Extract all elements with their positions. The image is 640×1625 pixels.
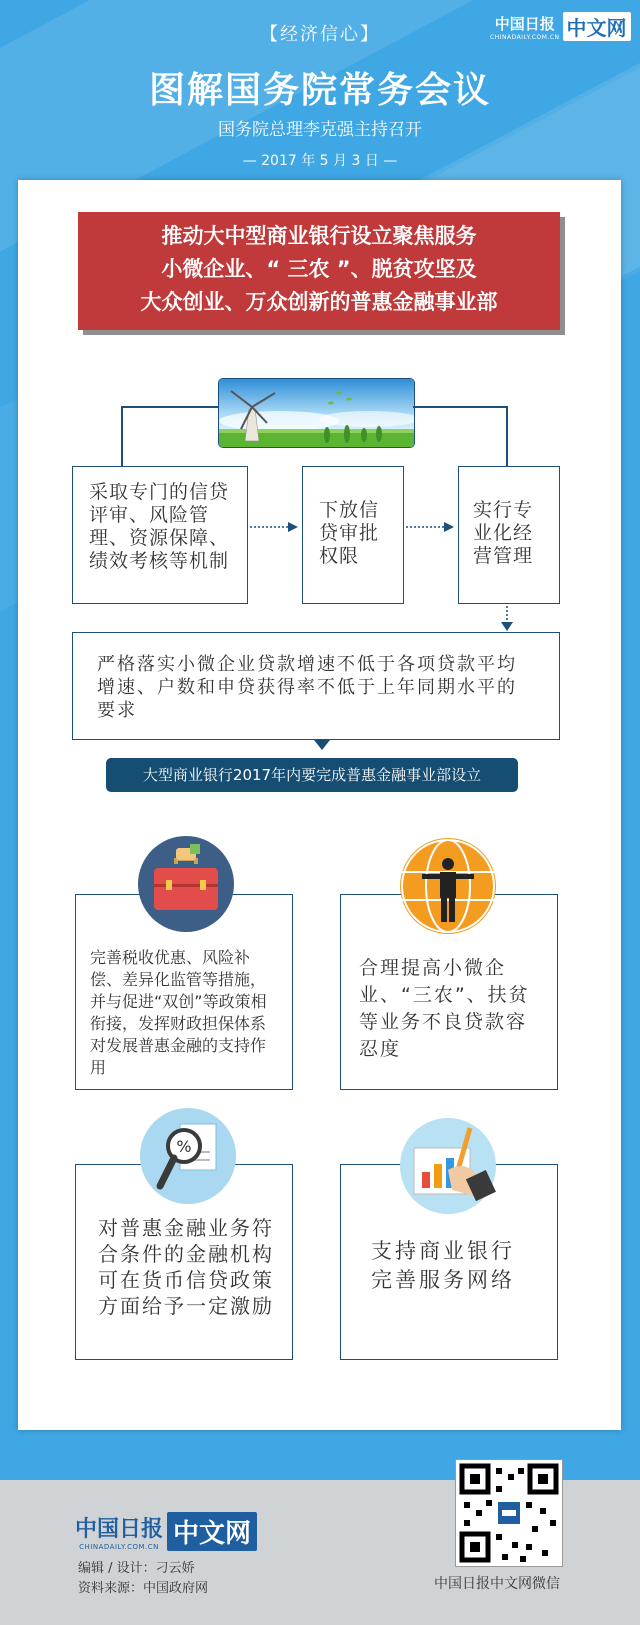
flow-step-text: 采取专门的信贷评审、风险管理、资源保障、绩效考核等机制 xyxy=(89,481,230,572)
banner-line: 大众创业、万众创新的普惠金融事业部 xyxy=(140,290,498,314)
logo-name: 中国日报 xyxy=(494,14,555,33)
page-title: 图解国务院常务会议 xyxy=(148,70,491,111)
magnifier-percent-icon xyxy=(140,1108,236,1204)
logo-name: 中国日报 xyxy=(75,1516,164,1542)
flow-step-2 xyxy=(302,466,404,604)
requirement-box xyxy=(72,632,560,740)
briefcase-icon xyxy=(138,836,234,932)
card-text: 合理提高小微企业、“三农”、扶贫等业务不良贷款容忍度 xyxy=(359,957,530,1060)
arrow-right-icon xyxy=(404,520,458,534)
hand-pen-icon xyxy=(400,1118,496,1214)
card-text: 支持商业银行完善服务网络 xyxy=(371,1239,515,1292)
arrow-right-icon xyxy=(248,520,302,534)
svg-text:%: % xyxy=(176,1137,192,1156)
arrow-down-icon xyxy=(312,740,332,752)
meeting-date: — 2017 年 5 月 3 日 — xyxy=(242,153,398,169)
logo-box: 中文网 xyxy=(167,1512,257,1551)
footer-logo[interactable] xyxy=(75,1512,257,1551)
header-logo[interactable] xyxy=(490,12,631,41)
headline-banner xyxy=(78,212,560,330)
logo-sub: CHINADAILY.COM.CN xyxy=(79,1543,159,1551)
flow-step-text: 实行专业化经营管理 xyxy=(473,499,534,567)
card-text: 对普惠金融业务符合条件的金融机构可在货币信贷政策方面给予一定激励 xyxy=(98,1216,274,1318)
qr-code[interactable] xyxy=(455,1459,563,1567)
banner-line: 推动大中型商业银行设立聚焦服务 xyxy=(161,224,477,248)
deadline-bar: 大型商业银行2017年内要完成普惠金融事业部设立 xyxy=(106,758,518,792)
globe-person-icon xyxy=(400,838,496,934)
logo-box: 中文网 xyxy=(563,12,631,41)
windmill-landscape-image xyxy=(218,378,415,448)
page-subtitle: 国务院总理李克强主持召开 xyxy=(218,120,422,140)
qr-caption: 中国日报中文网微信 xyxy=(434,1576,560,1592)
flow-step-1 xyxy=(72,466,248,604)
flow-step-text: 下放信贷审批权限 xyxy=(319,499,380,567)
logo-sub: CHINADAILY.COM.CN xyxy=(490,33,560,41)
arrow-down-icon xyxy=(498,604,516,632)
source-credit: 资料来源：中国政府网 xyxy=(78,1581,209,1596)
editor-credit: 编辑 / 设计：刁云娇 xyxy=(78,1561,195,1576)
requirement-text: 严格落实小微企业贷款增速不低于各项贷款平均增速、户数和申贷获得率不低于上年同期水平的要求 xyxy=(97,654,517,721)
flow-step-3 xyxy=(458,466,560,604)
column-tag: 【经济信心】 xyxy=(260,24,380,45)
card-text: 完善税收优惠、风险补偿、差异化监管等措施，并与促进“双创”等政策相衔接，发挥财政担保体系对发展普惠金融的支持作用 xyxy=(90,948,267,1077)
banner-line: 小微企业、“ 三农 ”、脱贫攻坚及 xyxy=(161,257,477,281)
